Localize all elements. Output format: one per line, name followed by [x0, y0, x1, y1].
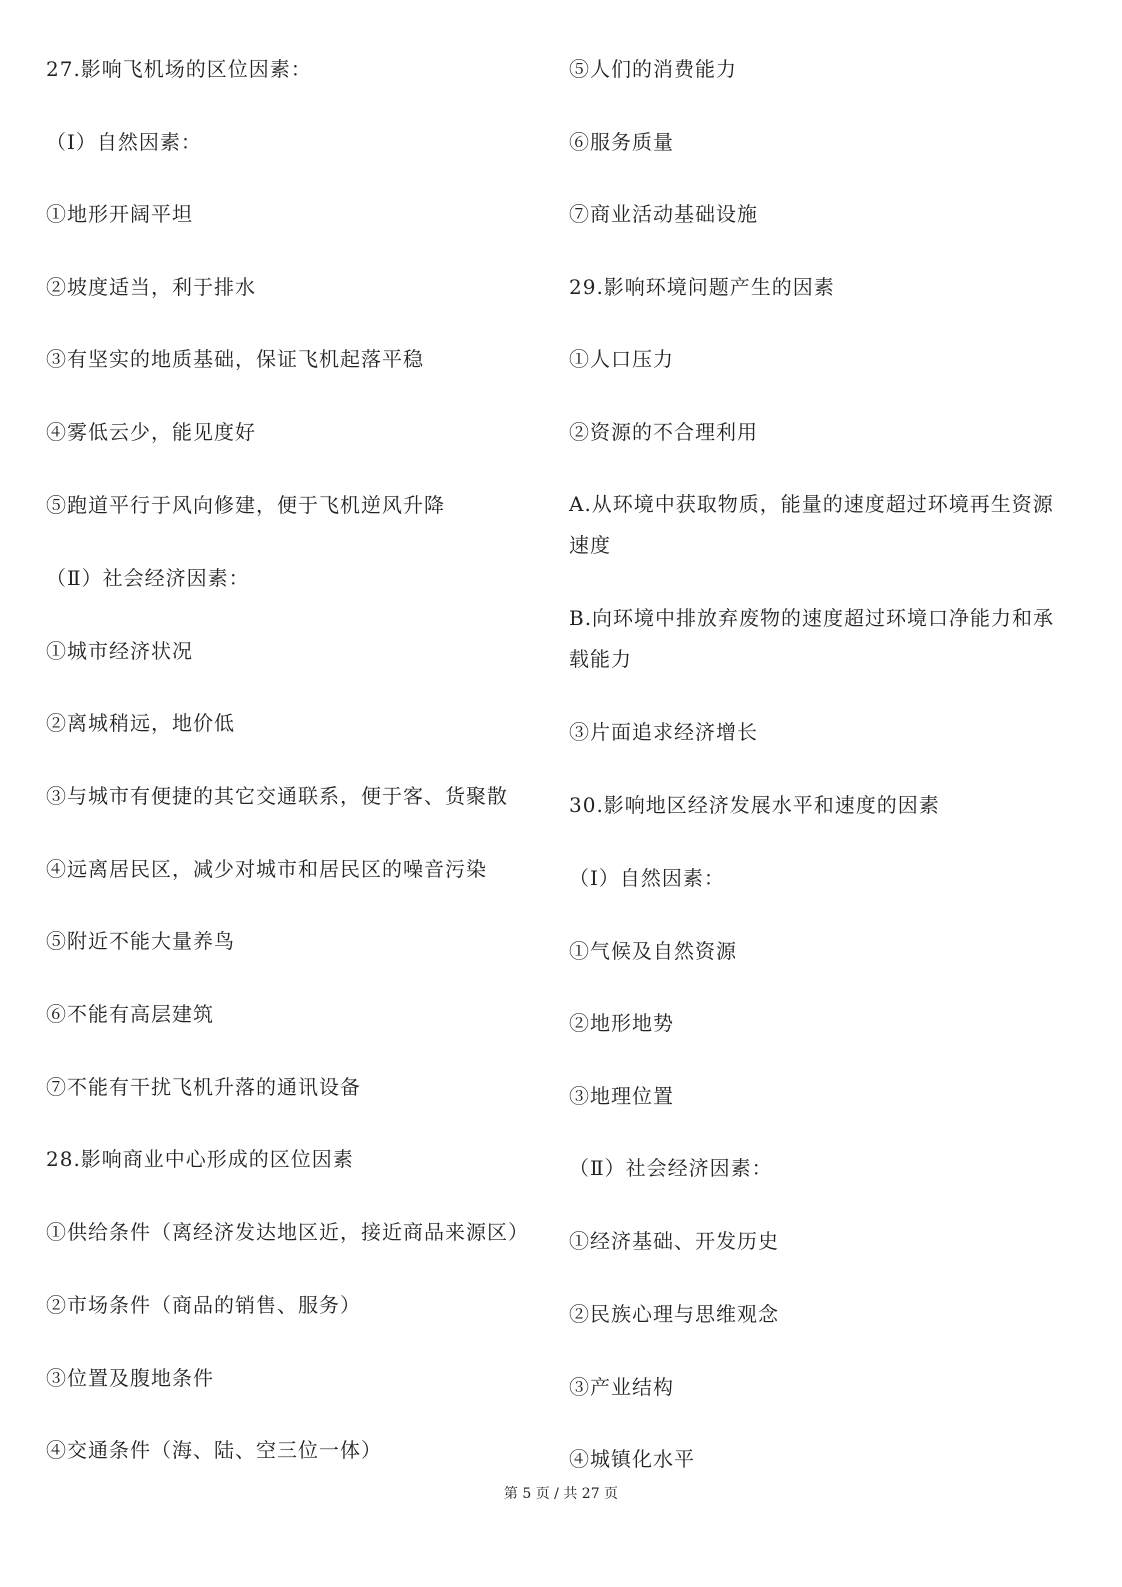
subheading-natural-factors: （Ⅰ）自然因素： — [46, 130, 202, 154]
list-item: ⑥不能有高层建筑 — [46, 1002, 214, 1026]
list-item: ②离城稍远，地价低 — [46, 711, 235, 735]
list-item: ②地形地势 — [569, 1011, 674, 1035]
list-item: ⑦商业活动基础设施 — [569, 202, 758, 226]
list-item-a: A.从环境中获取物质，能量的速度超过环境再生资源速度 — [569, 492, 1054, 557]
list-item: ①地形开阔平坦 — [46, 202, 193, 226]
list-item: ④交通条件（海、陆、空三位一体） — [46, 1438, 382, 1462]
list-item-b: B.向环境中排放弃废物的速度超过环境口净能力和承载能力 — [569, 606, 1055, 671]
list-item: ⑤附近不能大量养鸟 — [46, 929, 235, 953]
list-item: ⑦不能有干扰飞机升落的通讯设备 — [46, 1075, 361, 1099]
heading-q27: 27.影响飞机场的区位因素： — [46, 57, 312, 81]
list-item: ③位置及腹地条件 — [46, 1366, 214, 1390]
list-item: ③片面追求经济增长 — [569, 720, 758, 744]
list-item: ②坡度适当，利于排水 — [46, 275, 256, 299]
list-item: ⑥服务质量 — [569, 130, 674, 154]
list-item: ①经济基础、开发历史 — [569, 1229, 779, 1253]
list-item: ⑤人们的消费能力 — [569, 57, 737, 81]
list-item: ②资源的不合理利用 — [569, 420, 758, 444]
list-item: ④雾低云少，能见度好 — [46, 420, 256, 444]
list-item: ①供给条件（离经济发达地区近，接近商品来源区） — [46, 1220, 529, 1244]
page-number-footer: 第 5 页 / 共 27 页 — [503, 1486, 619, 1502]
list-item: ④远离居民区，减少对城市和居民区的噪音污染 — [46, 857, 487, 881]
list-item: ①人口压力 — [569, 347, 674, 371]
heading-q29: 29.影响环境问题产生的因素 — [569, 275, 835, 299]
list-item: ②市场条件（商品的销售、服务） — [46, 1293, 361, 1317]
subheading-socioeconomic-factors: （Ⅱ）社会经济因素： — [46, 566, 250, 590]
subheading-natural-factors: （Ⅰ）自然因素： — [569, 866, 725, 890]
list-item: ②民族心理与思维观念 — [569, 1302, 779, 1326]
list-item: ①气候及自然资源 — [569, 939, 737, 963]
list-item: ③产业结构 — [569, 1375, 674, 1399]
subheading-socioeconomic-factors: （Ⅱ）社会经济因素： — [569, 1156, 773, 1180]
list-item: ④城镇化水平 — [569, 1447, 695, 1471]
list-item: ③有坚实的地质基础，保证飞机起落平稳 — [46, 347, 424, 371]
heading-q30: 30.影响地区经济发展水平和速度的因素 — [569, 793, 940, 817]
list-item: ①城市经济状况 — [46, 639, 193, 663]
list-item: ⑤跑道平行于风向修建，便于飞机逆风升降 — [46, 493, 445, 517]
list-item: ③地理位置 — [569, 1084, 674, 1108]
list-item: ③与城市有便捷的其它交通联系，便于客、货聚散 — [46, 784, 508, 808]
heading-q28: 28.影响商业中心形成的区位因素 — [46, 1147, 354, 1171]
